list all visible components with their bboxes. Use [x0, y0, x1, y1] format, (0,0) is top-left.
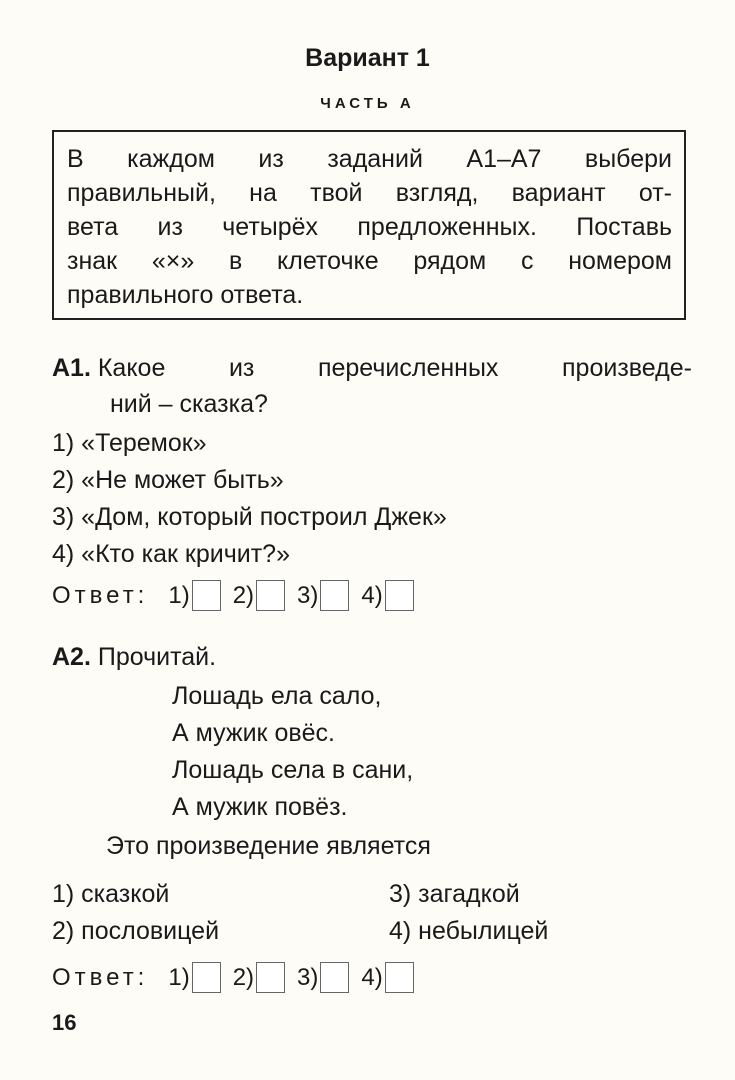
answer-option-label: 4) — [361, 963, 383, 991]
question-a1-word: произведе- — [562, 354, 692, 382]
question-a1-answer-row — [52, 580, 426, 611]
instructions-line: вета из четырёх предложенных. Поставь — [67, 213, 672, 241]
answer-checkbox[interactable] — [192, 962, 221, 993]
instructions-line: В каждом из заданий А1–А7 выбери — [67, 145, 672, 173]
answer-checkbox[interactable] — [385, 580, 414, 611]
option: 3) «Дом, который построил Джек» — [52, 503, 447, 531]
instructions-line: правильного ответа. — [67, 281, 304, 309]
poem-line: Лошадь ела сало, — [172, 682, 382, 710]
question-a2-options — [52, 876, 629, 950]
option: 4) «Кто как кричит?» — [52, 540, 290, 568]
answer-option-label: 4) — [361, 581, 383, 609]
question-a2-text: Прочитай. — [97, 643, 217, 671]
question-a2-stem — [52, 643, 216, 672]
answer-checkbox[interactable] — [320, 962, 349, 993]
answer-label: Ответ: — [52, 963, 149, 991]
instructions-box — [52, 130, 686, 320]
option: 1) сказкой — [52, 880, 170, 908]
option: 3) загадкой — [389, 880, 520, 908]
question-a1-word: перечисленных — [317, 354, 499, 382]
page-title: Вариант 1 — [305, 44, 430, 72]
question-a2-number: А2. — [52, 643, 91, 671]
answer-label: Ответ: — [52, 581, 149, 609]
option: 2) «Не может быть» — [52, 466, 284, 494]
answer-option-label: 3) — [297, 963, 319, 991]
question-a1-options — [52, 425, 447, 573]
question-a1-stem — [52, 350, 692, 422]
answer-checkbox[interactable] — [385, 962, 414, 993]
answer-option-label: 1) — [168, 581, 190, 609]
poem-line: А мужик овёс. — [172, 719, 335, 747]
question-a1-number: А1. — [52, 354, 91, 382]
question-a1-stem-line2: ний – сказка? — [110, 390, 268, 418]
instructions-line: правильный, на твой взгляд, вариант от- — [67, 179, 672, 207]
instructions-line: знак «×» в клеточке рядом с номером — [67, 247, 672, 275]
question-a2-intro: Это произведение является — [106, 832, 431, 860]
question-a1-word: Какое — [97, 354, 166, 382]
option: 4) небылицей — [389, 917, 549, 945]
answer-checkbox[interactable] — [192, 580, 221, 611]
option: 2) пословицей — [52, 917, 220, 945]
poem-line: А мужик повёз. — [172, 793, 348, 821]
poem-line: Лошадь села в сани, — [172, 756, 414, 784]
part-label: ЧАСТЬ А — [320, 95, 415, 112]
option: 1) «Теремок» — [52, 429, 207, 457]
question-a2-answer-row — [52, 962, 426, 993]
page-number: 16 — [52, 1010, 77, 1035]
answer-option-label: 2) — [232, 963, 255, 991]
answer-option-label: 3) — [297, 581, 319, 609]
answer-option-label: 1) — [168, 963, 190, 991]
question-a1-word: из — [228, 354, 255, 382]
answer-checkbox[interactable] — [256, 580, 285, 611]
answer-option-label: 2) — [232, 581, 255, 609]
answer-checkbox[interactable] — [256, 962, 285, 993]
poem — [172, 678, 413, 826]
answer-checkbox[interactable] — [320, 580, 349, 611]
